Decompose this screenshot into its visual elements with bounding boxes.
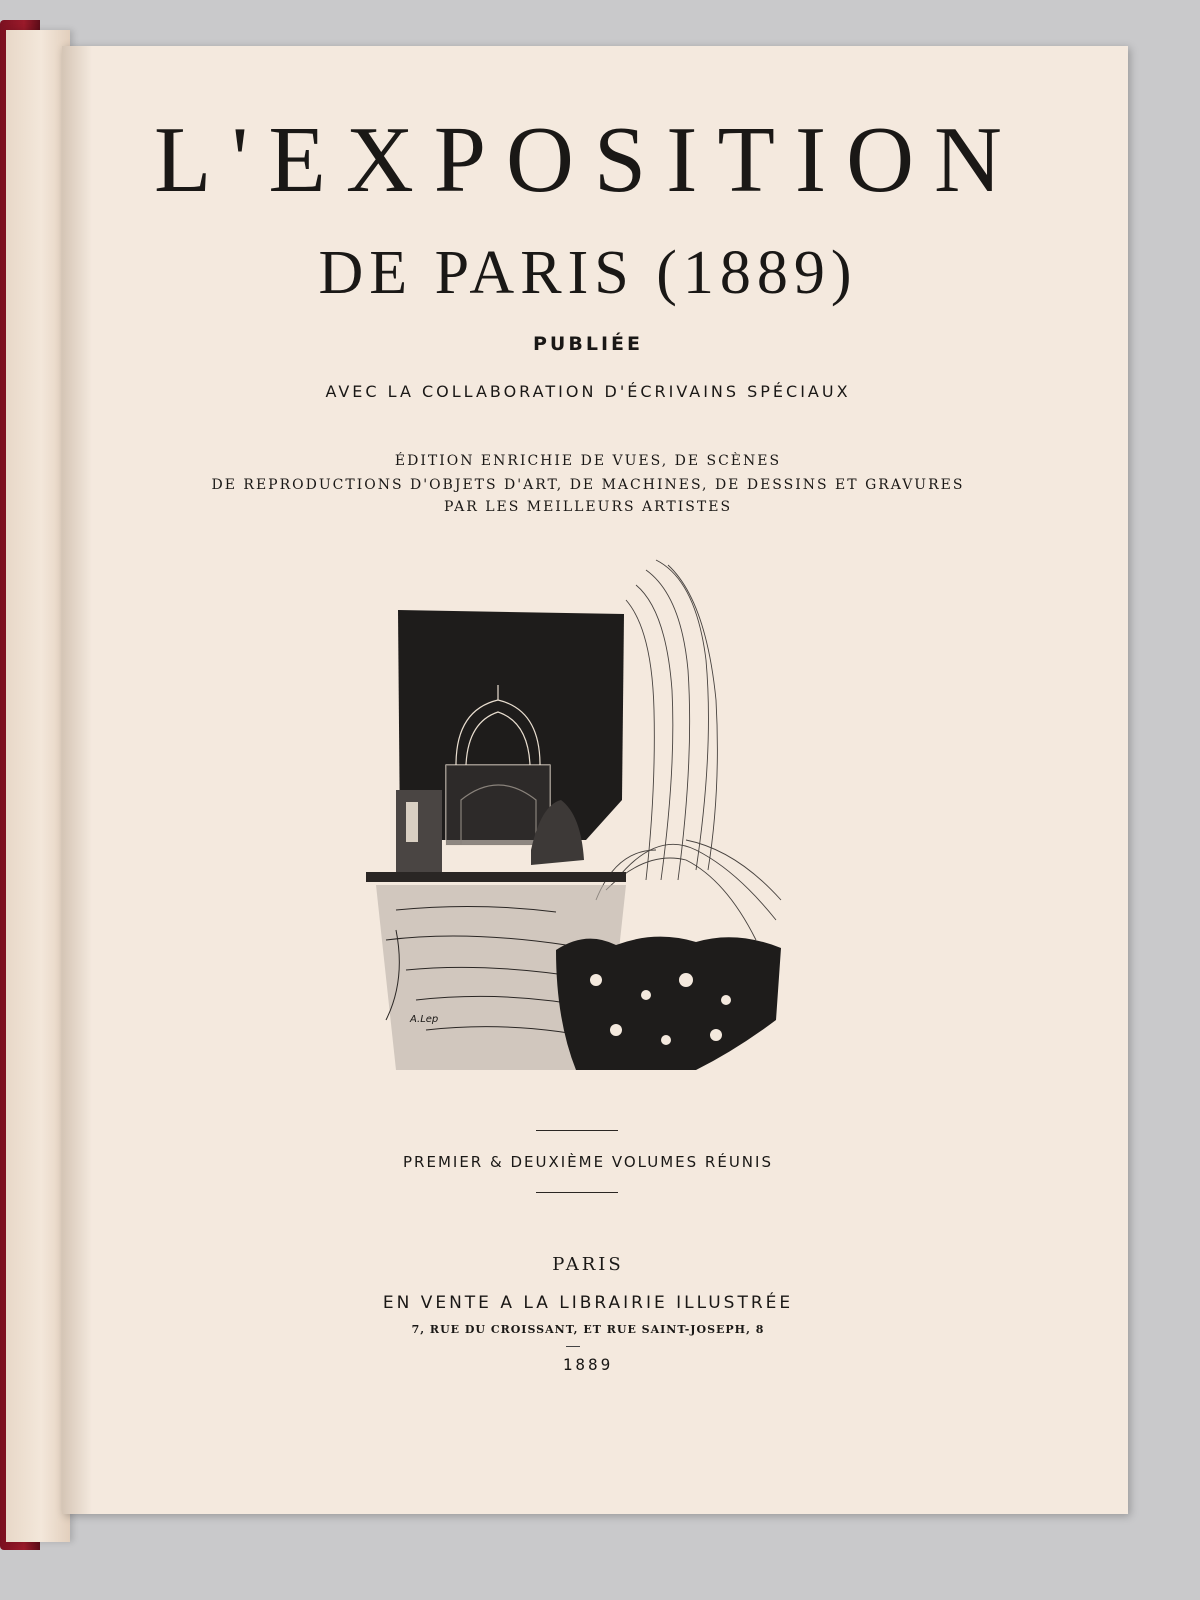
imprint-address: 7, RUE DU CROISSANT, ET RUE SAINT-JOSEPH, 8: [411, 1323, 765, 1336]
volumes-line: PREMIER & DEUXIÈME VOLUMES RÉUNIS: [403, 1153, 773, 1171]
imprint-city: PARIS: [552, 1254, 624, 1275]
imprint-year: 1889: [562, 1355, 614, 1374]
edition-line-3: PAR LES MEILLEURS ARTISTES: [443, 499, 733, 515]
artist-signature: A.Lep: [410, 1014, 439, 1025]
rule-bottom: [536, 1192, 618, 1193]
book-subtitle: DE PARIS (1889): [318, 239, 858, 307]
fountain-engraving: [356, 550, 788, 1082]
rule-top: [536, 1130, 618, 1131]
imprint-divider: [566, 1346, 580, 1347]
edition-line-2: DE REPRODUCTIONS D'OBJETS D'ART, DE MACHINES, DE DESSINS ET GRAVURES: [211, 477, 965, 493]
imprint-publisher: EN VENTE A LA LIBRAIRIE ILLUSTRÉE: [382, 1293, 794, 1313]
edition-line-1: ÉDITION ENRICHIE DE VUES, DE SCÈNES: [394, 453, 782, 469]
collaboration-line: AVEC LA COLLABORATION D'ÉCRIVAINS SPÉCIAUX: [325, 382, 851, 401]
book-title: L'EXPOSITION: [154, 108, 1022, 212]
published-label: PUBLIÉE: [533, 333, 643, 355]
